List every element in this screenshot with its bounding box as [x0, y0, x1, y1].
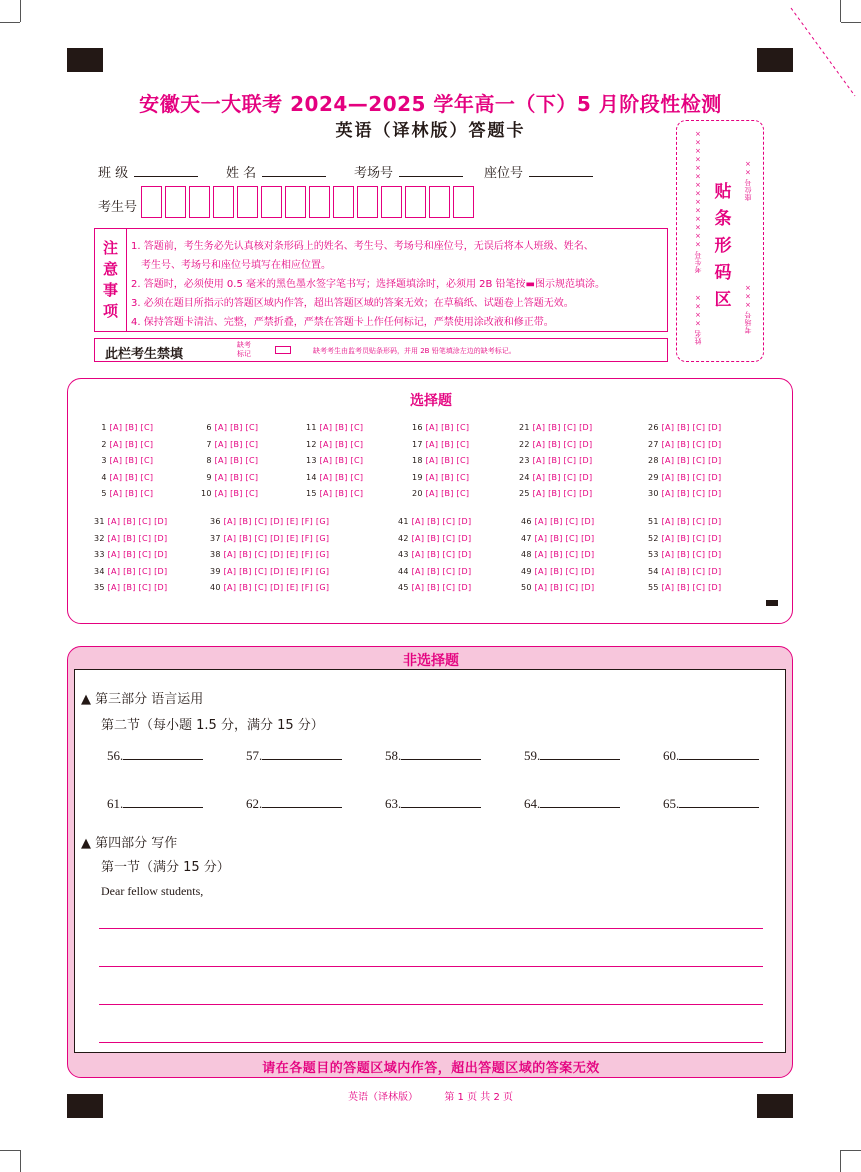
question-number: 53: [648, 550, 662, 559]
notice-char: 注: [102, 239, 118, 257]
answer-options[interactable]: [A] [B] [C]: [319, 439, 364, 449]
seat-label: 座位号: [484, 166, 524, 181]
notice-line: 考生号、考场号和座位号填写在相应位置。: [141, 260, 331, 271]
barcode-seat-label: 座位号 ××: [744, 159, 752, 202]
question-19[interactable]: [412, 473, 469, 482]
question-50[interactable]: [521, 583, 594, 592]
notice-line: 2. 答题时，必须使用 0.5 毫米的黑色墨水签字笔书写；选择题填涂时，必须用 2B 铅笔按▬图示规范填涂。: [131, 279, 606, 290]
question-32[interactable]: [94, 534, 167, 543]
crop-mark: [20, 1150, 21, 1172]
staff-only-title: 此栏考生禁填: [105, 347, 184, 362]
question-1[interactable]: [96, 423, 153, 432]
footer-subject: 英语（译林版）: [348, 1092, 418, 1103]
barcode-char: 码: [714, 263, 732, 283]
digit-box[interactable]: [213, 186, 234, 218]
question-number: 12: [306, 439, 320, 449]
digit-box[interactable]: [189, 186, 210, 218]
question-7[interactable]: [201, 440, 258, 449]
question-number: 22: [519, 439, 533, 449]
blank-58[interactable]: [385, 748, 481, 764]
question-number: 29: [648, 472, 662, 482]
answer-options[interactable]: [A] [B] [C] [D]: [107, 566, 168, 576]
question-55[interactable]: [648, 583, 721, 592]
question-number: 45: [398, 583, 412, 592]
answer-options[interactable]: [A] [B] [C]: [109, 456, 154, 465]
question-4[interactable]: [96, 473, 153, 482]
question-number: 13: [306, 456, 320, 465]
staff-only-strip: [94, 338, 668, 362]
footer-page: 第 1 页 共 2 页: [444, 1092, 513, 1103]
digit-box[interactable]: [381, 186, 402, 218]
answer-options[interactable]: [A] [B] [C] [D]: [532, 456, 593, 465]
answer-options[interactable]: [A] [B] [C] [D]: [532, 489, 593, 498]
blank-number: 56.: [107, 748, 124, 763]
notice-char: 项: [102, 302, 118, 320]
answer-options[interactable]: [A] [B] [C] [D]: [534, 583, 595, 592]
question-number: 2: [96, 439, 110, 449]
exam-room-label: 考场号: [354, 166, 394, 181]
question-8[interactable]: [201, 456, 258, 465]
question-17[interactable]: [412, 440, 469, 449]
question-number: 11: [306, 423, 320, 432]
question-14[interactable]: [306, 473, 363, 482]
question-number: 47: [521, 533, 535, 543]
blank-60[interactable]: [663, 748, 759, 764]
answer-options[interactable]: [A] [B] [C] [D]: [661, 472, 722, 482]
barcode-id-label: 考生号 ××××××××××××××: [694, 129, 702, 274]
absent-mark-label: [237, 341, 251, 359]
blank-65[interactable]: [663, 796, 759, 812]
question-43[interactable]: [398, 550, 471, 559]
answer-options[interactable]: [A] [B] [C] [D]: [661, 489, 722, 498]
question-5[interactable]: [96, 489, 153, 498]
question-number: 38: [210, 550, 224, 559]
answer-options[interactable]: [A] [B] [C]: [214, 423, 259, 432]
question-52[interactable]: [648, 534, 721, 543]
part4-section-heading: 第一节（满分 15 分）: [101, 860, 230, 875]
part4-heading: ▲ 第四部分 写作: [81, 836, 178, 851]
question-number: 14: [306, 472, 320, 482]
writing-line[interactable]: [99, 1042, 763, 1043]
question-51[interactable]: [648, 517, 721, 526]
answer-options[interactable]: [A] [B] [C] [D]: [661, 566, 722, 576]
answer-options[interactable]: [A] [B] [C] [D]: [661, 533, 722, 543]
blank-62[interactable]: [246, 796, 342, 812]
question-48[interactable]: [521, 550, 594, 559]
question-2[interactable]: [96, 440, 153, 449]
question-number: 15: [306, 489, 320, 498]
question-number: 3: [96, 456, 110, 465]
blank-number: 60.: [663, 748, 680, 763]
question-42[interactable]: [398, 534, 471, 543]
letter-greeting: Dear fellow students,: [101, 884, 204, 898]
notice-lines: [131, 237, 665, 332]
question-number: 41: [398, 517, 412, 526]
answer-options[interactable]: [A] [B] [C] [D]: [411, 517, 472, 526]
answer-options[interactable]: [A] [B] [C]: [214, 472, 259, 482]
question-9[interactable]: [201, 473, 258, 482]
answer-options[interactable]: [A] [B] [C] [D]: [532, 423, 593, 432]
alignment-mark-top-left: [67, 48, 103, 72]
question-number: 18: [412, 456, 426, 465]
blank-63[interactable]: [385, 796, 481, 812]
answer-options[interactable]: [A] [B] [C] [D]: [411, 550, 472, 559]
answer-options[interactable]: [A] [B] [C] [D]: [107, 517, 168, 526]
answer-options[interactable]: [A] [B] [C] [D] [E] [F] [G]: [223, 583, 330, 592]
blank-number: 59.: [524, 748, 541, 763]
crop-mark: [0, 22, 20, 23]
exam-room-input-line[interactable]: [399, 165, 463, 177]
question-number: 27: [648, 439, 662, 449]
notice-char: 意: [102, 260, 118, 278]
question-number: 54: [648, 566, 662, 576]
answer-options[interactable]: [A] [B] [C] [D] [E] [F] [G]: [223, 533, 330, 543]
digit-box[interactable]: [405, 186, 426, 218]
answer-options[interactable]: [A] [B] [C]: [425, 489, 470, 498]
question-number: 19: [412, 472, 426, 482]
barcode-area: [676, 120, 764, 362]
answer-options[interactable]: [A] [B] [C] [D]: [107, 550, 168, 559]
question-25[interactable]: [519, 489, 592, 498]
answer-area-warning: 请在各题目的答题区域内作答，超出答题区域的答案无效: [262, 1061, 600, 1076]
question-number: 5: [96, 489, 110, 498]
absent-label-line: 标记: [237, 350, 251, 358]
alignment-mark-top-right: [757, 48, 793, 72]
barcode-char: 形: [714, 236, 732, 256]
blank-59[interactable]: [524, 748, 620, 764]
question-39[interactable]: [210, 567, 329, 576]
question-number: 1: [96, 423, 110, 432]
digit-box[interactable]: [165, 186, 186, 218]
question-number: 37: [210, 533, 224, 543]
absent-description: 缺考考生由监考员贴条形码，并用 2B 铅笔填涂左边的缺考标记。: [313, 347, 516, 355]
multiple-choice-title: 选择题: [410, 393, 452, 409]
question-number: 43: [398, 550, 412, 559]
notice-side-label: [95, 229, 127, 331]
question-number: 9: [201, 472, 215, 482]
exam-number-label: 考生号: [98, 200, 138, 215]
answer-options[interactable]: [A] [B] [C]: [109, 423, 154, 432]
blank-line[interactable]: [540, 797, 620, 808]
written-section: [67, 646, 793, 1078]
answer-options[interactable]: [A] [B] [C] [D]: [411, 533, 472, 543]
answer-options[interactable]: [A] [B] [C] [D]: [534, 533, 595, 543]
question-54[interactable]: [648, 567, 721, 576]
name-label: 姓 名: [226, 166, 257, 181]
writing-line[interactable]: [99, 928, 763, 929]
blank-number: 62.: [246, 796, 263, 811]
question-41[interactable]: [398, 517, 471, 526]
page-footer: [0, 1088, 861, 1103]
blank-line[interactable]: [262, 797, 342, 808]
notice-char: 事: [102, 281, 118, 299]
question-38[interactable]: [210, 550, 329, 559]
absent-mark-box[interactable]: [275, 346, 291, 354]
question-number: 17: [412, 439, 426, 449]
question-26[interactable]: [648, 423, 721, 432]
answer-options[interactable]: [A] [B] [C]: [319, 423, 364, 432]
seat-field[interactable]: [484, 162, 593, 181]
barcode-char: 区: [714, 290, 732, 310]
question-number: 26: [648, 423, 662, 432]
answer-options[interactable]: [A] [B] [C] [D]: [661, 550, 722, 559]
crop-mark: [840, 1150, 841, 1172]
blank-number: 64.: [524, 796, 541, 811]
answer-options[interactable]: [A] [B] [C] [D]: [661, 423, 722, 432]
answer-options[interactable]: [A] [B] [C] [D]: [107, 583, 168, 592]
question-29[interactable]: [648, 473, 721, 482]
question-34[interactable]: [94, 567, 167, 576]
answer-options[interactable]: [A] [B] [C]: [319, 472, 364, 482]
answer-sheet-subtitle: 英语（译林版）答题卡: [335, 121, 526, 141]
answer-options[interactable]: [A] [B] [C] [D]: [534, 566, 595, 576]
blank-61[interactable]: [107, 796, 203, 812]
blank-number: 61.: [107, 796, 124, 811]
answer-options[interactable]: [A] [B] [C]: [109, 439, 154, 449]
answer-options[interactable]: [A] [B] [C] [D] [E] [F] [G]: [223, 550, 330, 559]
question-number: 40: [210, 583, 224, 592]
name-field[interactable]: [226, 162, 326, 181]
digit-box[interactable]: [333, 186, 354, 218]
answer-options[interactable]: [A] [B] [C] [D]: [411, 583, 472, 592]
question-number: 49: [521, 566, 535, 576]
name-input-line[interactable]: [262, 165, 326, 177]
written-section-title: 非选择题: [403, 653, 459, 669]
blank-line[interactable]: [679, 797, 759, 808]
question-number: 39: [210, 566, 224, 576]
question-number: 52: [648, 533, 662, 543]
question-number: 30: [648, 489, 662, 498]
answer-options[interactable]: [A] [B] [C] [D]: [107, 533, 168, 543]
question-45[interactable]: [398, 583, 471, 592]
digit-box[interactable]: [285, 186, 306, 218]
answer-options[interactable]: [A] [B] [C]: [425, 423, 470, 432]
question-18[interactable]: [412, 456, 469, 465]
blank-57[interactable]: [246, 748, 342, 764]
crop-mark: [20, 0, 21, 22]
question-number: 16: [412, 423, 426, 432]
answer-options[interactable]: [A] [B] [C]: [214, 489, 259, 498]
question-10[interactable]: [201, 489, 258, 498]
answer-options[interactable]: [A] [B] [C]: [425, 439, 470, 449]
answer-options[interactable]: [A] [B] [C] [D]: [661, 439, 722, 449]
blank-line[interactable]: [123, 797, 203, 808]
question-21[interactable]: [519, 423, 592, 432]
digit-box[interactable]: [141, 186, 162, 218]
question-number: 20: [412, 489, 426, 498]
question-27[interactable]: [648, 440, 721, 449]
question-37[interactable]: [210, 534, 329, 543]
cut-line: [785, 0, 861, 100]
blank-line[interactable]: [679, 749, 759, 760]
absent-label-line: 缺考: [237, 341, 251, 349]
question-22[interactable]: [519, 440, 592, 449]
written-answer-area: [74, 669, 786, 1053]
notice-box: [94, 228, 668, 332]
class-field[interactable]: [98, 162, 198, 181]
seat-input-line[interactable]: [529, 165, 593, 177]
question-number: 24: [519, 472, 533, 482]
digit-box[interactable]: [357, 186, 378, 218]
question-12[interactable]: [306, 440, 363, 449]
barcode-name-label: 姓名 ××××: [694, 293, 702, 345]
question-33[interactable]: [94, 550, 167, 559]
answer-options[interactable]: [A] [B] [C] [D]: [661, 456, 722, 465]
question-number: 50: [521, 583, 535, 592]
question-28[interactable]: [648, 456, 721, 465]
exam-number-boxes[interactable]: [141, 186, 474, 218]
part3-section-heading: 第二节（每小题 1.5 分，满分 15 分）: [101, 718, 324, 733]
answer-options[interactable]: [A] [B] [C] [D]: [534, 550, 595, 559]
question-44[interactable]: [398, 567, 471, 576]
exam-room-field[interactable]: [354, 162, 463, 181]
question-36[interactable]: [210, 517, 329, 526]
blank-number: 57.: [246, 748, 263, 763]
barcode-char: 贴: [714, 182, 732, 202]
blank-line[interactable]: [262, 749, 342, 760]
question-number: 32: [94, 533, 108, 543]
answer-options[interactable]: [A] [B] [C]: [109, 489, 154, 498]
blank-line[interactable]: [401, 797, 481, 808]
question-49[interactable]: [521, 567, 594, 576]
question-number: 31: [94, 517, 108, 526]
question-number: 10: [201, 489, 215, 498]
timing-mark: [766, 600, 778, 606]
question-number: 35: [94, 583, 108, 592]
part3-heading: ▲ 第三部分 语言运用: [81, 692, 204, 707]
writing-line[interactable]: [99, 966, 763, 967]
barcode-char: 条: [714, 209, 732, 229]
question-20[interactable]: [412, 489, 469, 498]
question-number: 21: [519, 423, 533, 432]
digit-box[interactable]: [309, 186, 330, 218]
question-number: 6: [201, 423, 215, 432]
digit-box[interactable]: [453, 186, 474, 218]
answer-options[interactable]: [A] [B] [C]: [319, 489, 364, 498]
question-number: 25: [519, 489, 533, 498]
answer-options[interactable]: [A] [B] [C]: [214, 456, 259, 465]
question-11[interactable]: [306, 423, 363, 432]
answer-options[interactable]: [A] [B] [C]: [425, 472, 470, 482]
answer-options[interactable]: [A] [B] [C]: [109, 472, 154, 482]
blank-64[interactable]: [524, 796, 620, 812]
answer-options[interactable]: [A] [B] [C]: [214, 439, 259, 449]
question-40[interactable]: [210, 583, 329, 592]
question-number: 48: [521, 550, 535, 559]
blank-number: 65.: [663, 796, 680, 811]
question-30[interactable]: [648, 489, 721, 498]
answer-options[interactable]: [A] [B] [C] [D] [E] [F] [G]: [223, 566, 330, 576]
question-53[interactable]: [648, 550, 721, 559]
question-number: 23: [519, 456, 533, 465]
barcode-room-label: 考场号 ×××: [744, 283, 752, 334]
blank-56[interactable]: [107, 748, 203, 764]
question-number: 55: [648, 583, 662, 592]
blank-line[interactable]: [123, 749, 203, 760]
digit-box[interactable]: [429, 186, 450, 218]
question-3[interactable]: [96, 456, 153, 465]
question-23[interactable]: [519, 456, 592, 465]
question-number: 42: [398, 533, 412, 543]
question-6[interactable]: [201, 423, 258, 432]
class-label: 班 级: [98, 166, 129, 181]
answer-options[interactable]: [A] [B] [C] [D]: [532, 439, 593, 449]
answer-options[interactable]: [A] [B] [C]: [425, 456, 470, 465]
answer-options[interactable]: [A] [B] [C] [D]: [411, 566, 472, 576]
question-46[interactable]: [521, 517, 594, 526]
blank-number: 63.: [385, 796, 402, 811]
notice-line: 4. 保持答题卡清洁、完整，严禁折叠，严禁在答题卡上作任何标记，严禁使用涂改液和修正带。: [131, 317, 554, 328]
crop-mark: [0, 1150, 20, 1151]
blank-line[interactable]: [401, 749, 481, 760]
question-15[interactable]: [306, 489, 363, 498]
question-number: 33: [94, 550, 108, 559]
notice-line: 3. 必须在题目所指示的答题区域内作答，超出答题区域的答案无效；在草稿纸、试题卷上答题无效。: [131, 298, 574, 309]
blank-number: 58.: [385, 748, 402, 763]
question-number: 4: [96, 472, 110, 482]
question-24[interactable]: [519, 473, 592, 482]
class-input-line[interactable]: [134, 165, 198, 177]
writing-line[interactable]: [99, 1004, 763, 1005]
question-number: 7: [201, 439, 215, 449]
blank-line[interactable]: [540, 749, 620, 760]
question-number: 36: [210, 517, 224, 526]
answer-options[interactable]: [A] [B] [C] [D]: [661, 583, 722, 592]
digit-box[interactable]: [237, 186, 258, 218]
question-number: 51: [648, 517, 662, 526]
question-number: 28: [648, 456, 662, 465]
question-number: 44: [398, 566, 412, 576]
question-number: 34: [94, 566, 108, 576]
question-number: 8: [201, 456, 215, 465]
answer-options[interactable]: [A] [B] [C] [D]: [661, 517, 722, 526]
barcode-area-label: [711, 179, 735, 314]
question-35[interactable]: [94, 583, 167, 592]
answer-options[interactable]: [A] [B] [C] [D] [E] [F] [G]: [223, 517, 330, 526]
question-16[interactable]: [412, 423, 469, 432]
question-13[interactable]: [306, 456, 363, 465]
question-number: 46: [521, 517, 535, 526]
question-31[interactable]: [94, 517, 167, 526]
answer-options[interactable]: [A] [B] [C] [D]: [534, 517, 595, 526]
question-47[interactable]: [521, 534, 594, 543]
answer-options[interactable]: [A] [B] [C]: [319, 456, 364, 465]
digit-box[interactable]: [261, 186, 282, 218]
crop-mark: [841, 1150, 861, 1151]
exam-title: 安徽天一大联考 2024—2025 学年高一（下）5 月阶段性检测: [139, 92, 722, 116]
multiple-choice-section: [67, 378, 793, 624]
notice-line: 1. 答题前，考生务必先认真核对条形码上的姓名、考生号、考场号和座位号，无误后将本人班级、姓名、: [131, 241, 594, 252]
answer-options[interactable]: [A] [B] [C] [D]: [532, 472, 593, 482]
